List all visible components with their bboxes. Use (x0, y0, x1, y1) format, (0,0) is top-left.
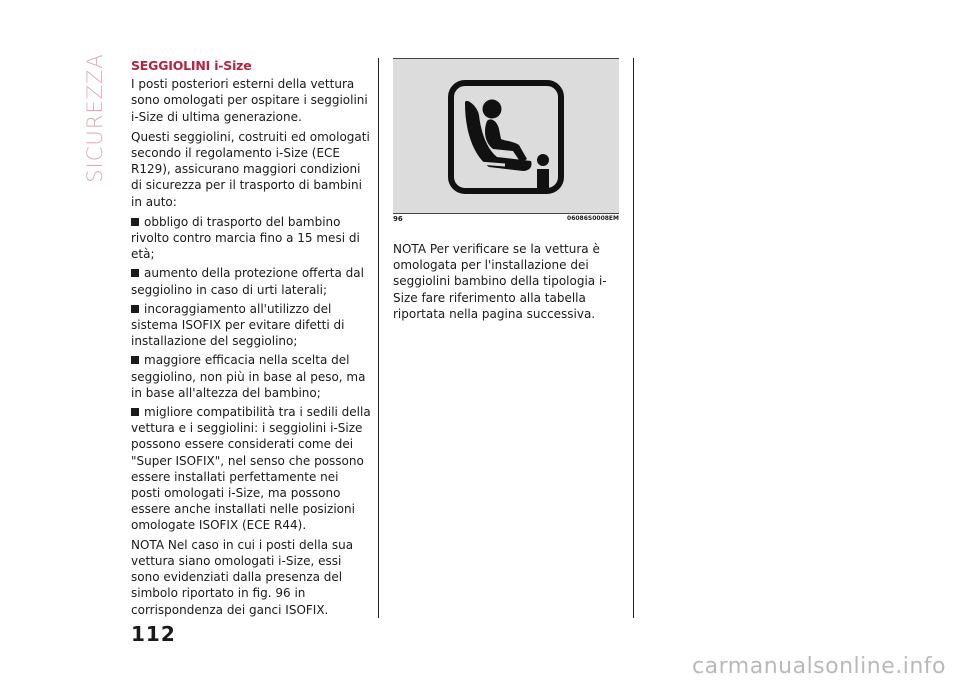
figure-number: 96 (393, 215, 403, 223)
watermark: carmanualsonline.info (692, 654, 946, 679)
note-paragraph: NOTA Per verificare se la vettura è omologata per l'installazione dei seggiolini bambino della tipologia i-Size fare riferimento alla tabella riportata nella pagina successiva. (393, 242, 607, 321)
intro-paragraph: Questi seggiolini, costruiti ed omologati secondo il regolamento i-Size (ECE R129), assicurano maggiori condizioni di sicurezza per il trasporto di bambini in auto: (131, 129, 370, 209)
intro-paragraph: I posti posteriori esterni della vettura sono omologati per ospitare i seggiolini i-Size di ultima generazione. (131, 77, 368, 124)
list-item: incoraggiamento all'utilizzo del sistema ISOFIX per evitare difetti di installazione del seggiolino; (131, 301, 345, 349)
figure-96 (393, 58, 619, 213)
bullet-square-icon (131, 356, 139, 364)
page-number: 112 (131, 622, 176, 646)
bullet-square-icon (131, 305, 139, 313)
bullet-square-icon (131, 408, 139, 416)
section-tab (80, 52, 110, 183)
bullet-square-icon (131, 218, 139, 226)
left-column (131, 58, 371, 622)
section-heading: SEGGIOLINI i-Size (131, 58, 252, 73)
column-divider (633, 58, 634, 618)
list-item: migliore compatibilità tra i sedili della vettura e i seggiolini: i seggiolini i-Size possono essere considerati come dei "Super ISOFIX", nel senso che possono essere installati perfettamente nei posti omologati i-Size, ma possono essere anche installati nelle posizioni omologate ISOFIX (ECE R44). (131, 405, 371, 533)
list-item: obbligo di trasporto del bambino rivolto contro marcia fino a 15 mesi di età; (131, 214, 360, 262)
list-item: maggiore efficacia nella scelta del seggiolino, non più in base al peso, ma in base all'altezza del bambino; (131, 353, 366, 400)
column-divider (378, 58, 379, 618)
note-paragraph: NOTA Nel caso in cui i posti della sua vettura siano omologati i-Size, essi sono evidenziati dalla presenza del simbolo riportato in fig. 96 in corrispondenza dei ganci ISOFIX. (131, 537, 354, 617)
figure-rule (393, 213, 619, 214)
bullet-square-icon (131, 269, 139, 277)
list-item: aumento della protezione offerta dal seggiolino in caso di urti laterali; (131, 266, 364, 297)
right-column (393, 241, 619, 326)
section-tab-label: SICUREZZA (83, 52, 107, 183)
figure-code: 06086S0008EM (567, 215, 619, 222)
i-size-child-seat-icon (393, 59, 619, 213)
